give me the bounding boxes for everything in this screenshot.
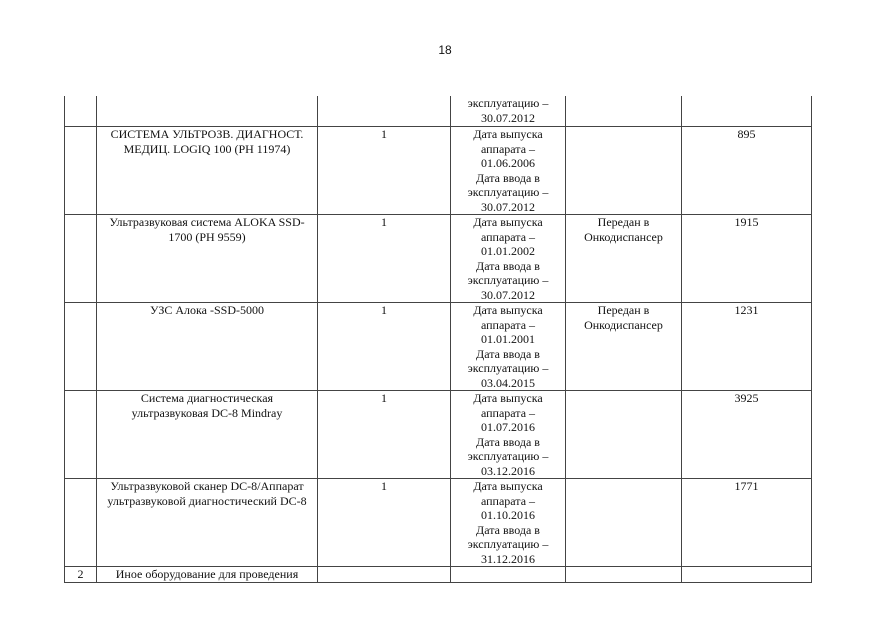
date-line: 01.10.2016 <box>481 508 535 522</box>
cell-num <box>65 96 97 127</box>
date-line: Дата ввода в <box>476 522 540 537</box>
cell-note <box>566 127 682 215</box>
date-line: эксплуатацию – <box>467 273 549 287</box>
cell-num <box>65 127 97 215</box>
table-row <box>65 215 812 303</box>
cell-name <box>97 96 318 127</box>
date-line: 03.04.2015 <box>481 375 535 390</box>
date-line: эксплуатацию – <box>467 185 549 199</box>
name-line: Система диагностическая <box>140 391 274 405</box>
cell-note <box>566 215 682 303</box>
date-line: Дата ввода в <box>476 258 540 273</box>
date-line: эксплуатацию – <box>467 96 549 110</box>
date-line: аппарата – <box>480 229 536 244</box>
date-line: Дата выпуска <box>473 391 543 405</box>
cell-qty: 1 <box>318 479 451 567</box>
name-line: 1700 (РН 9559) <box>168 229 246 244</box>
cell-note <box>566 96 682 127</box>
date-line: 03.12.2016 <box>481 463 535 478</box>
cell-name <box>97 479 318 567</box>
date-line: Дата выпуска <box>473 479 543 493</box>
cell-cost: 1771 <box>682 479 812 567</box>
date-line: аппарата – <box>480 141 536 156</box>
cell-dates <box>451 303 566 391</box>
date-line: аппарата – <box>480 405 536 420</box>
cell-note <box>566 391 682 479</box>
date-line: 30.07.2012 <box>481 199 535 214</box>
table-row <box>65 479 812 567</box>
name-line: УЗС Алока -SSD-5000 <box>150 303 264 317</box>
cell-name <box>97 215 318 303</box>
cell-cost: 3925 <box>682 391 812 479</box>
cell-name <box>97 391 318 479</box>
cell-name: Иное оборудование для проведения <box>97 567 318 583</box>
name-line: Ультразвуковой сканер DC-8/Аппарат <box>110 479 304 493</box>
name-line: СИСТЕМА УЛЬТРОЗВ. ДИАГНОСТ. <box>110 127 304 141</box>
cell-cost <box>682 567 812 583</box>
cell-qty <box>318 96 451 127</box>
cell-dates <box>451 215 566 303</box>
cell-num <box>65 391 97 479</box>
note-line: Передан в <box>597 215 650 229</box>
cell-qty <box>318 567 451 583</box>
date-line: аппарата – <box>480 493 536 508</box>
table-row <box>65 127 812 215</box>
equipment-table <box>64 96 812 583</box>
date-line: 31.12.2016 <box>481 551 535 566</box>
cell-num <box>65 215 97 303</box>
date-line: Дата выпуска <box>473 215 543 229</box>
cell-dates <box>451 391 566 479</box>
cell-note <box>566 479 682 567</box>
cell-cost: 1915 <box>682 215 812 303</box>
cell-dates <box>451 127 566 215</box>
cell-name <box>97 303 318 391</box>
cell-note <box>566 567 682 583</box>
name-line: Ультразвуковая система ALOKA SSD- <box>109 215 305 229</box>
table-row <box>65 303 812 391</box>
table-row-continued <box>65 96 812 127</box>
date-line: Дата выпуска <box>473 303 543 317</box>
date-line: Дата выпуска <box>473 127 543 141</box>
date-line: аппарата – <box>480 317 536 332</box>
date-line: 01.07.2016 <box>481 420 535 434</box>
cell-cost: 1231 <box>682 303 812 391</box>
name-line: МЕДИЦ. LOGIQ 100 (РН 11974) <box>123 141 291 156</box>
note-line: Онкодиспансер <box>584 229 663 244</box>
note-line: Онкодиспансер <box>584 317 663 332</box>
cell-qty: 1 <box>318 215 451 303</box>
date-line: эксплуатацию – <box>467 537 549 551</box>
cell-cost: 895 <box>682 127 812 215</box>
cell-num <box>65 479 97 567</box>
cell-dates <box>451 479 566 567</box>
note-line: Передан в <box>597 303 650 317</box>
date-line: Дата ввода в <box>476 434 540 449</box>
table-row-section <box>65 567 812 583</box>
date-line: 30.07.2012 <box>481 110 535 125</box>
date-line: эксплуатацию – <box>467 361 549 375</box>
name-line: ультразвуковая DC-8 Mindray <box>131 405 283 420</box>
date-line: эксплуатацию – <box>467 449 549 463</box>
date-line: 01.01.2001 <box>481 332 535 346</box>
date-line: 01.01.2002 <box>481 244 535 258</box>
cell-qty: 1 <box>318 391 451 479</box>
page-number: 18 <box>438 43 452 57</box>
cell-num <box>65 303 97 391</box>
table-row <box>65 391 812 479</box>
date-line: 30.07.2012 <box>481 287 535 302</box>
cell-cost <box>682 96 812 127</box>
cell-qty: 1 <box>318 127 451 215</box>
cell-dates <box>451 96 566 127</box>
cell-qty: 1 <box>318 303 451 391</box>
cell-dates <box>451 567 566 583</box>
name-line: ультразвуковой диагностический DC-8 <box>107 493 307 508</box>
date-line: Дата ввода в <box>476 170 540 185</box>
cell-name <box>97 127 318 215</box>
date-line: Дата ввода в <box>476 346 540 361</box>
cell-note <box>566 303 682 391</box>
cell-num: 2 <box>65 567 97 583</box>
date-line: 01.06.2006 <box>481 156 535 170</box>
